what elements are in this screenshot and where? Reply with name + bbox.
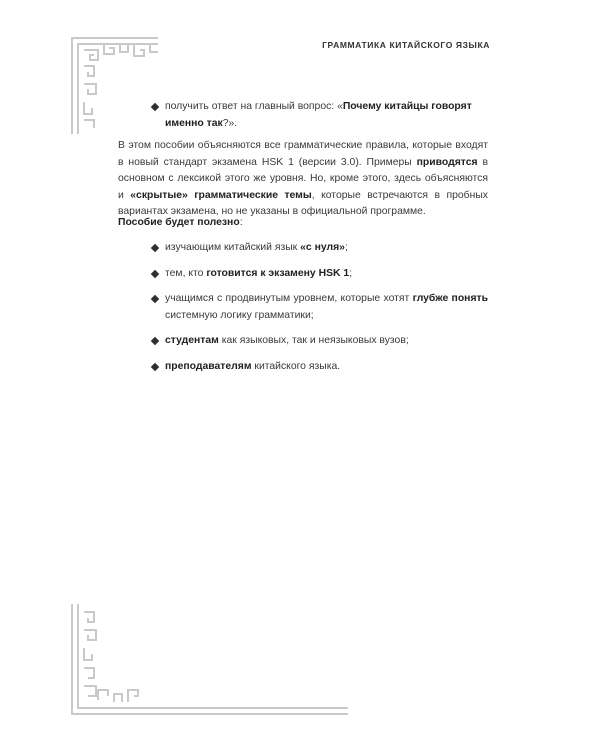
running-header: ГРАММАТИКА КИТАЙСКОГО ЯЗЫКА bbox=[322, 40, 490, 50]
diamond-bullet-icon bbox=[151, 362, 159, 370]
list-item: изучающим китайский язык «с нуля»; bbox=[152, 240, 488, 257]
audience-list bbox=[152, 240, 488, 384]
diamond-bullet-icon bbox=[151, 337, 159, 345]
diamond-bullet-icon bbox=[151, 269, 159, 277]
corner-ornament-bottom bbox=[70, 604, 350, 716]
corner-ornament-top bbox=[70, 36, 160, 136]
list-item: студентам как языковых, так и неязыковых вузов; bbox=[152, 333, 488, 350]
diamond-bullet-icon bbox=[151, 244, 159, 252]
list-item: тем, кто готовится к экзамену HSK 1; bbox=[152, 266, 488, 283]
list-item: учащимся с продвинутым уровнем, которые хотят глубже понять системную логику грамматики; bbox=[152, 291, 488, 324]
list-item: преподавателям китайского языка. bbox=[152, 359, 488, 376]
diamond-bullet-icon bbox=[151, 103, 159, 111]
lead-heading: Пособие будет полезно: bbox=[118, 217, 243, 228]
intro-list-item: получить ответ на главный вопрос: «Почему китайцы говорят именно так?». bbox=[152, 99, 501, 132]
diamond-bullet-icon bbox=[151, 295, 159, 303]
description-paragraph: В этом пособии объясняются все грамматические правила, которые входят в новый стандарт экзамена HSK 1 (версии 3.0). Примеры приводятся в основном с лексикой этого же уровня. Но, кроме этого, здесь объясняются и «скрытые» грамматические темы, которые встречаются в пробных вариантах экзамена, но не указаны в официальной программе. bbox=[118, 140, 488, 217]
